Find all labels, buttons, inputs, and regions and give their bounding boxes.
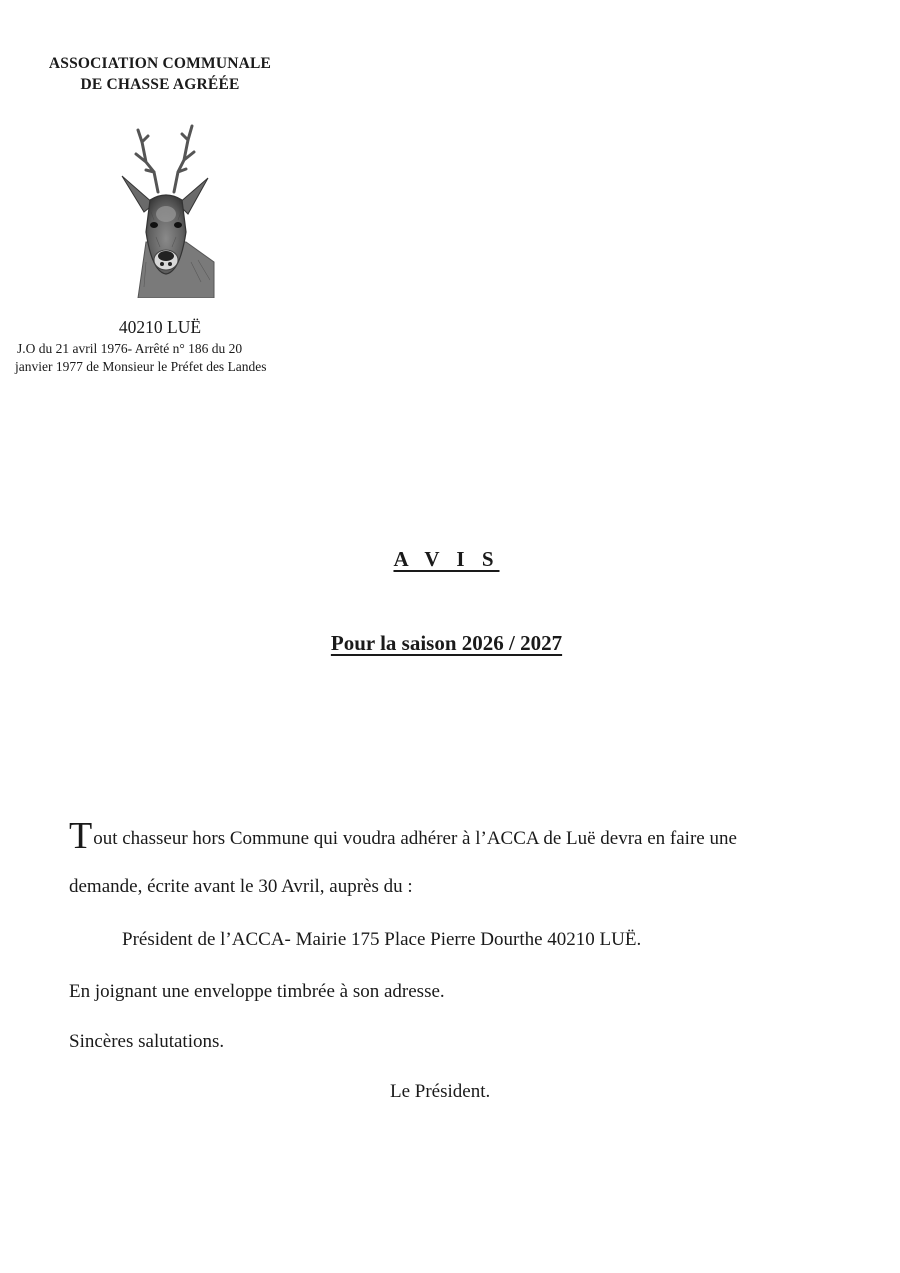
closing-salutation: Sincères salutations. bbox=[69, 1031, 225, 1052]
official-journal-line1: J.O du 21 avril 1976- Arrêté n° 186 du 20 bbox=[17, 341, 243, 356]
association-title-line2: DE CHASSE AGRÉÉE bbox=[80, 76, 240, 93]
signature: Le Président. bbox=[390, 1081, 491, 1102]
body-paragraph-1 bbox=[69, 815, 737, 857]
official-journal-line2: janvier 1977 de Monsieur le Préfet des Landes bbox=[15, 359, 267, 374]
notice-title bbox=[0, 547, 893, 572]
notice-title-text: A V I S bbox=[393, 547, 500, 571]
body-paragraph-1-text: out chasseur hors Commune qui voudra adhérer à l’ACCA de Luë devra en faire une bbox=[93, 828, 737, 849]
roe-deer-head-icon bbox=[116, 122, 216, 298]
association-title-line1: ASSOCIATION COMMUNALE bbox=[48, 55, 272, 72]
body-paragraph-envelope: En joignant une enveloppe timbrée à son adresse. bbox=[69, 981, 445, 1002]
season-subtitle-text: Pour la saison 2026 / 2027 bbox=[330, 631, 563, 655]
drop-cap: T bbox=[69, 815, 93, 857]
body-paragraph-2: demande, écrite avant le 30 Avril, auprès du : bbox=[69, 876, 413, 897]
association-title bbox=[20, 53, 300, 95]
president-address: Président de l’ACCA- Mairie 175 Place Pierre Dourthe 40210 LUË. bbox=[122, 929, 642, 950]
postal-address: 40210 LUË bbox=[118, 317, 202, 337]
season-subtitle bbox=[0, 631, 893, 656]
